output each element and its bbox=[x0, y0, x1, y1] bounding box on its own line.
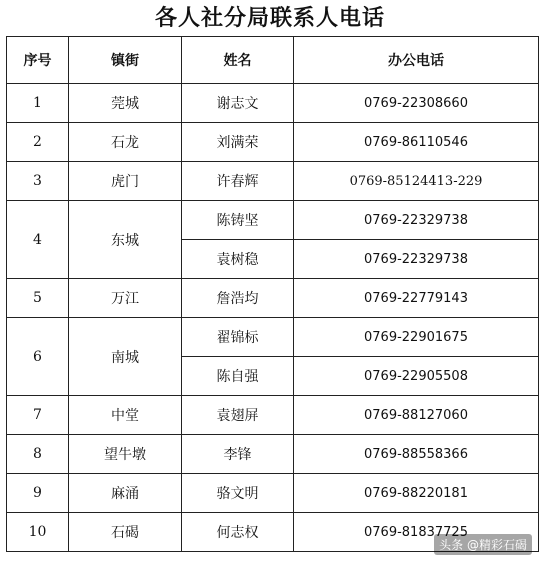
watermark: 头条 @精彩石碣 bbox=[434, 534, 532, 555]
cell-no: 10 bbox=[7, 513, 69, 552]
cell-no: 8 bbox=[7, 435, 69, 474]
cell-town: 东城 bbox=[69, 201, 182, 279]
table-row bbox=[7, 396, 539, 435]
header-name: 姓名 bbox=[182, 37, 294, 84]
cell-no: 7 bbox=[7, 396, 69, 435]
page-title: 各人社分局联系人电话 bbox=[154, 6, 385, 31]
table-row bbox=[7, 162, 539, 201]
cell-phone: 0769-22905508 bbox=[294, 357, 539, 396]
cell-name: 许春辉 bbox=[182, 162, 294, 201]
cell-no: 6 bbox=[7, 318, 69, 396]
cell-name: 袁树稳 bbox=[182, 240, 294, 279]
cell-name: 刘满荣 bbox=[182, 123, 294, 162]
cell-name: 翟锦标 bbox=[182, 318, 294, 357]
table-row bbox=[7, 84, 539, 123]
cell-phone: 0769-22308660 bbox=[294, 84, 539, 123]
cell-town: 南城 bbox=[69, 318, 182, 396]
cell-name: 陈自强 bbox=[182, 357, 294, 396]
header-no: 序号 bbox=[7, 37, 69, 84]
cell-name: 李锋 bbox=[182, 435, 294, 474]
cell-phone: 0769-88220181 bbox=[294, 474, 539, 513]
table-row bbox=[7, 279, 539, 318]
contact-table bbox=[6, 36, 539, 552]
cell-town: 万江 bbox=[69, 279, 182, 318]
cell-name: 袁翅屏 bbox=[182, 396, 294, 435]
cell-phone: 0769-85124413-229 bbox=[294, 162, 539, 201]
table-row bbox=[7, 318, 539, 357]
cell-town: 中堂 bbox=[69, 396, 182, 435]
cell-phone: 0769-88558366 bbox=[294, 435, 539, 474]
cell-name: 骆文明 bbox=[182, 474, 294, 513]
table-row bbox=[7, 474, 539, 513]
cell-town: 石龙 bbox=[69, 123, 182, 162]
cell-no: 9 bbox=[7, 474, 69, 513]
cell-phone: 0769-86110546 bbox=[294, 123, 539, 162]
table-row bbox=[7, 123, 539, 162]
header-phone: 办公电话 bbox=[294, 37, 539, 84]
cell-phone: 0769-22329738 bbox=[294, 201, 539, 240]
cell-town: 石碣 bbox=[69, 513, 182, 552]
header-row bbox=[7, 37, 539, 84]
cell-town: 望牛墩 bbox=[69, 435, 182, 474]
cell-no: 3 bbox=[7, 162, 69, 201]
cell-name: 谢志文 bbox=[182, 84, 294, 123]
cell-no: 2 bbox=[7, 123, 69, 162]
table-row bbox=[7, 201, 539, 240]
cell-phone: 0769-88127060 bbox=[294, 396, 539, 435]
table-row bbox=[7, 435, 539, 474]
cell-phone: 0769-81837725 bbox=[294, 513, 539, 552]
cell-no: 4 bbox=[7, 201, 69, 279]
cell-town: 虎门 bbox=[69, 162, 182, 201]
table-body bbox=[7, 84, 539, 552]
cell-phone: 0769-22329738 bbox=[294, 240, 539, 279]
cell-no: 1 bbox=[7, 84, 69, 123]
cell-phone: 0769-22901675 bbox=[294, 318, 539, 357]
cell-name: 詹浩均 bbox=[182, 279, 294, 318]
cell-phone: 0769-22779143 bbox=[294, 279, 539, 318]
cell-no: 5 bbox=[7, 279, 69, 318]
header-town: 镇街 bbox=[69, 37, 182, 84]
cell-name: 何志权 bbox=[182, 513, 294, 552]
cell-town: 麻涌 bbox=[69, 474, 182, 513]
cell-town: 莞城 bbox=[69, 84, 182, 123]
cell-name: 陈铸坚 bbox=[182, 201, 294, 240]
